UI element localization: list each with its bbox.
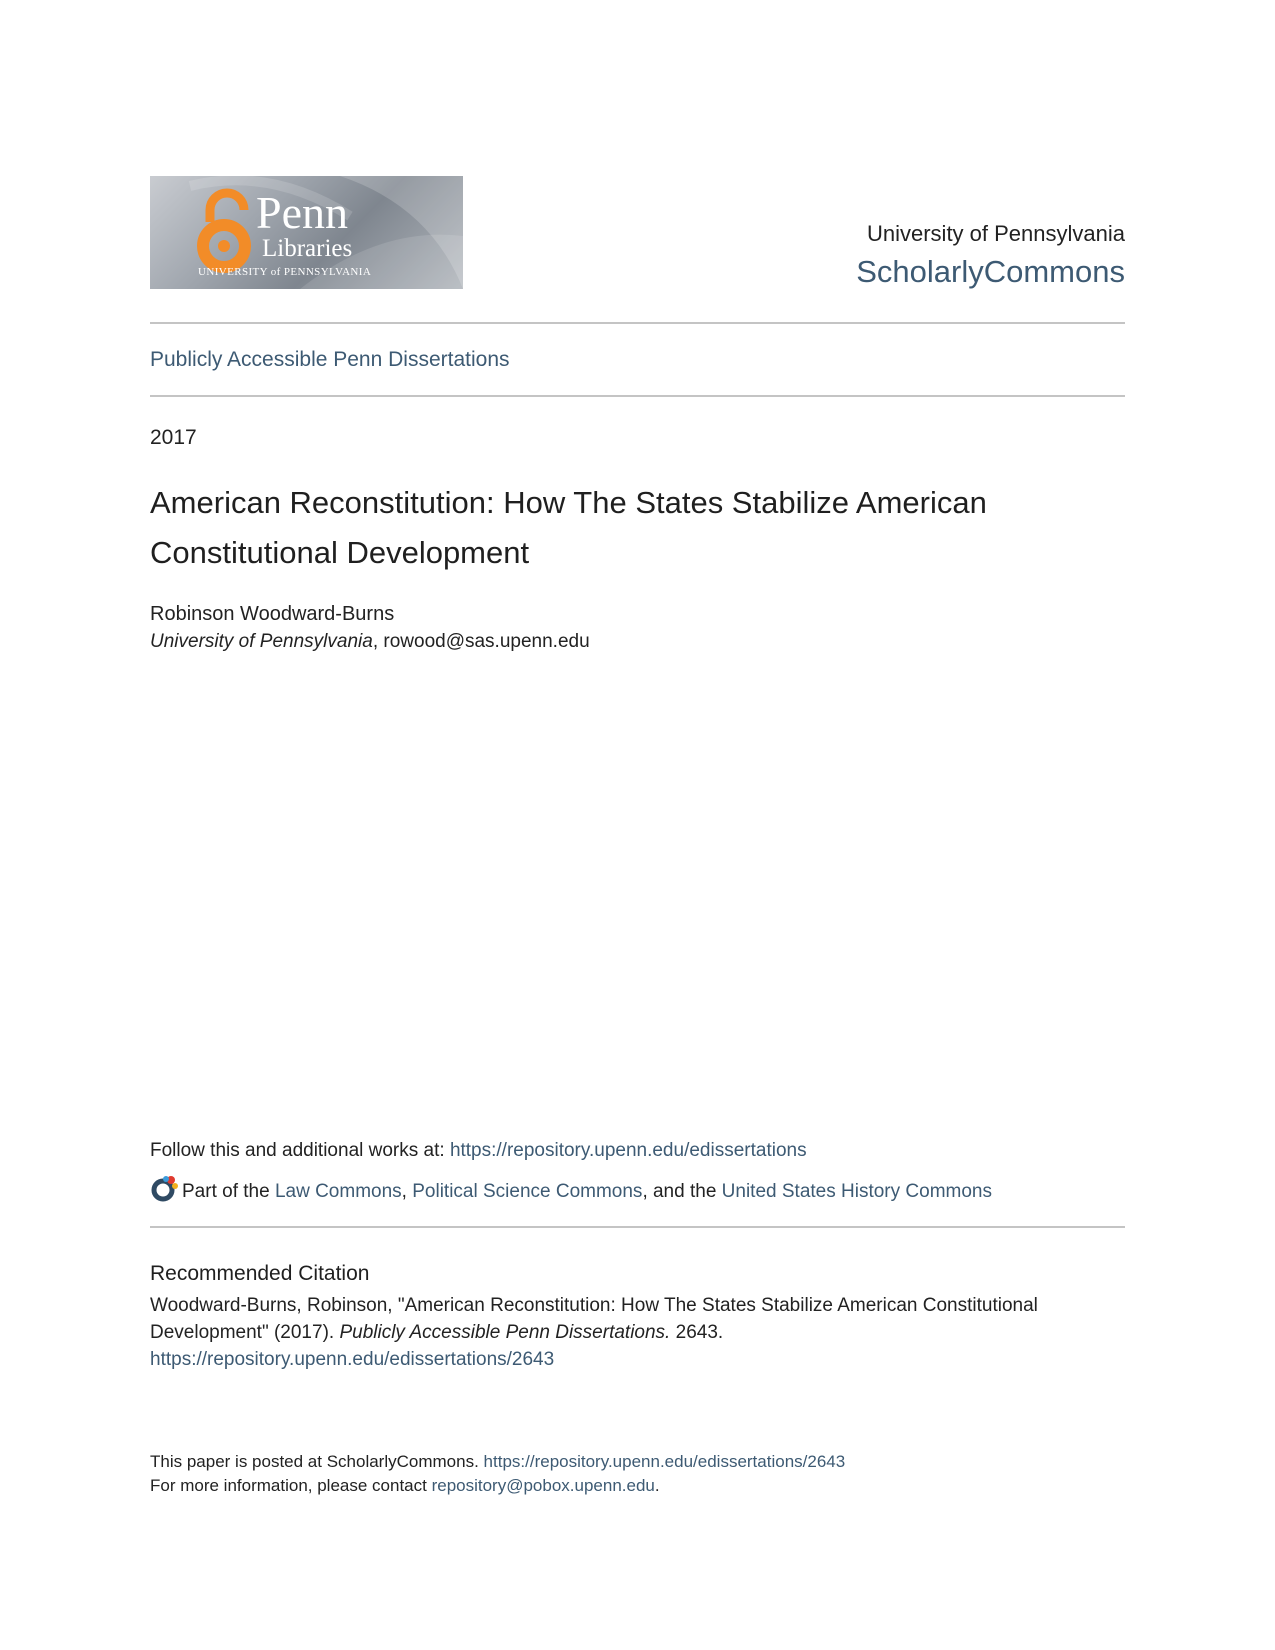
author-affiliation <box>150 629 590 655</box>
follow-line <box>150 1138 807 1164</box>
citation-line-2-suffix: 2643. <box>670 1322 724 1343</box>
posted-label: This paper is posted at ScholarlyCommons. <box>150 1452 484 1471</box>
citation-url-link[interactable]: https://repository.upenn.edu/edissertations/2643 <box>150 1349 555 1370</box>
posted-url-link[interactable]: https://repository.upenn.edu/edissertations/2643 <box>483 1452 846 1471</box>
part-of-separator-2: , and the <box>642 1181 722 1202</box>
us-history-commons-link[interactable]: United States History Commons <box>721 1181 992 1202</box>
contact-email-link[interactable]: repository@pobox.upenn.edu <box>431 1476 655 1495</box>
recommended-citation-body <box>150 1292 1125 1373</box>
part-of-line <box>150 1175 992 1207</box>
citation-line-2-prefix: Development" (2017). <box>150 1322 340 1343</box>
contact-end: . <box>654 1476 660 1495</box>
title-line-1: American Reconstitution: How The States Stabilize American <box>150 485 987 520</box>
repository-brand <box>856 220 1125 292</box>
brand-scholarlycommons-link[interactable]: ScholarlyCommons <box>856 254 1125 289</box>
recommended-citation-heading: Recommended Citation <box>150 1262 370 1285</box>
author-email: rowood@sas.upenn.edu <box>383 631 590 652</box>
part-of-separator-1: , <box>401 1181 413 1202</box>
law-commons-link[interactable]: Law Commons <box>274 1181 402 1202</box>
posted-footer <box>150 1450 845 1498</box>
citation-line-1: Woodward-Burns, Robinson, "American Reconstitution: How The States Stabilize American Constitutional <box>150 1295 1038 1316</box>
title-line-2: Constitutional Development <box>150 535 530 570</box>
divider-citation <box>150 1226 1125 1228</box>
brand-university: University of Pennsylvania <box>866 221 1125 246</box>
citation-series: Publicly Accessible Penn Dissertations. <box>339 1322 671 1343</box>
dissertation-title <box>150 478 1125 578</box>
author-name: Robinson Woodward-Burns <box>150 603 395 625</box>
affiliation-separator: , <box>372 631 384 652</box>
logo-university-text: UNIVERSITY of PENNSYLVANIA <box>198 266 372 278</box>
cover-page <box>150 0 1125 1650</box>
series-link[interactable]: Publicly Accessible Penn Dissertations <box>150 348 510 371</box>
divider-series <box>150 395 1125 397</box>
follow-label: Follow this and additional works at: <box>150 1140 450 1161</box>
logo-libraries-text: Libraries <box>262 235 353 262</box>
publication-year: 2017 <box>150 426 197 449</box>
divider-top <box>150 322 1125 324</box>
penn-libraries-logo[interactable] <box>150 176 463 289</box>
network-commons-icon <box>150 1175 178 1203</box>
logo-penn-text: Penn <box>256 187 348 238</box>
contact-label: For more information, please contact <box>150 1476 432 1495</box>
part-of-prefix: Part of the <box>182 1181 275 1202</box>
political-science-commons-link[interactable]: Political Science Commons <box>412 1181 643 1202</box>
affiliation-institution: University of Pennsylvania <box>150 631 373 652</box>
follow-url-link[interactable]: https://repository.upenn.edu/edissertations <box>449 1140 807 1161</box>
